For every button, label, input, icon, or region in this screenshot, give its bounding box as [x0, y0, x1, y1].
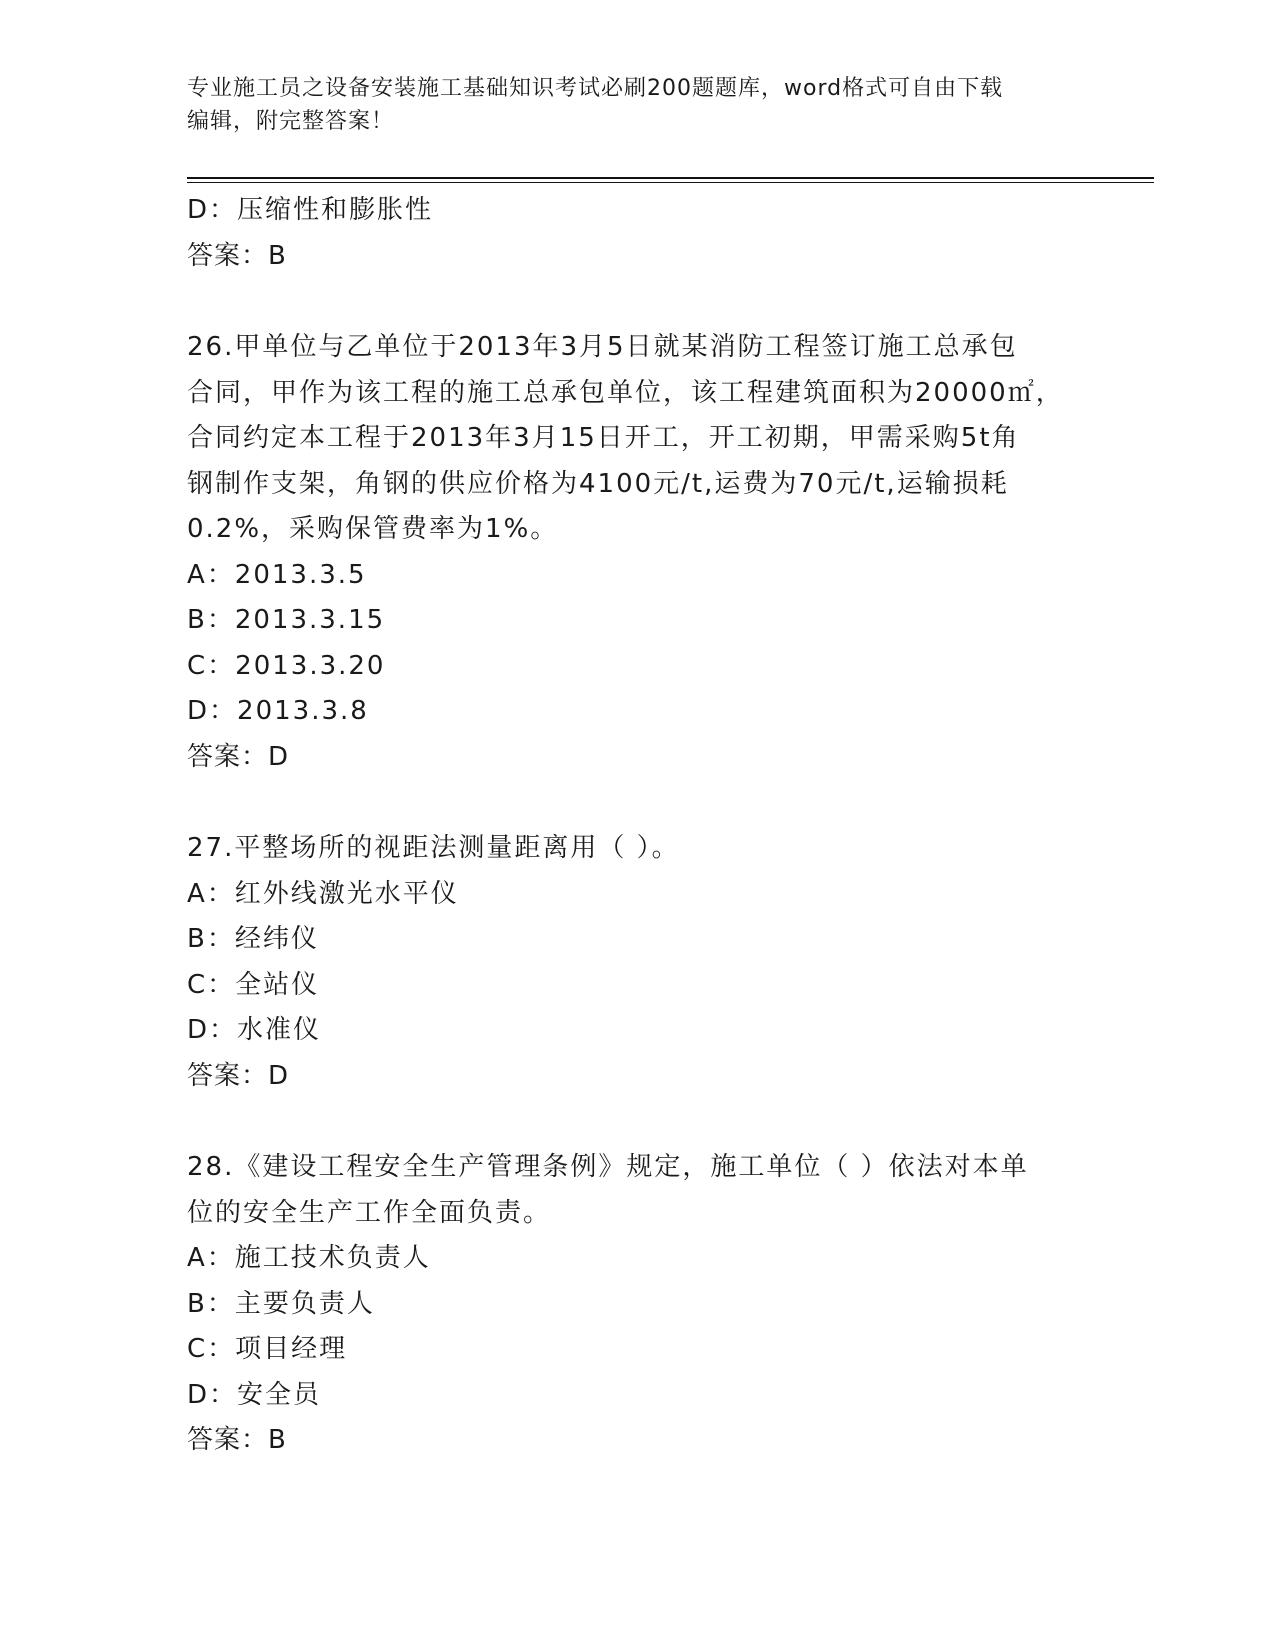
q26-option-d: D：2013.3.8 — [187, 696, 369, 726]
q27-option-a: A：红外线激光水平仪 — [187, 878, 459, 909]
q26-stem-line-1: 26.甲单位与乙单位于2013年3月5日就某消防工程签订施工总承包 — [187, 332, 1018, 362]
q26-stem-line-2: 合同，甲作为该工程的施工总承包单位，该工程建筑面积为20000㎡， — [187, 377, 1064, 408]
prev-option-d: D：压缩性和膨胀性 — [187, 195, 434, 225]
q28-option-a: A：施工技术负责人 — [187, 1243, 431, 1273]
question-28 — [187, 1145, 1087, 1464]
q27-option-c: C：全站仪 — [187, 969, 320, 1000]
question-27 — [187, 826, 1087, 1099]
q27-option-d: D：水准仪 — [187, 1015, 322, 1045]
q26-option-b: B：2013.3.15 — [187, 605, 386, 635]
q27-stem-line-1: 27.平整场所的视距法测量距离用（ ）。 — [187, 833, 680, 863]
q28-answer: 答案：B — [187, 1425, 287, 1455]
q28-stem-line-2: 位的安全生产工作全面负责。 — [187, 1197, 552, 1228]
q27-option-b: B：经纬仪 — [187, 924, 319, 954]
header-divider-thin — [187, 182, 1154, 183]
question-26 — [187, 325, 1087, 780]
q26-option-a: A：2013.3.5 — [187, 559, 367, 590]
header-divider-thick — [187, 177, 1154, 179]
q26-stem-line-4: 钢制作支架，角钢的供应价格为4100元/t,运费为70元/t,运输损耗 — [187, 468, 1009, 499]
q28-option-b: B：主要负责人 — [187, 1288, 375, 1319]
q28-option-c: C：项目经理 — [187, 1334, 348, 1364]
prev-question-block — [187, 188, 1087, 279]
q26-answer: 答案：D — [187, 741, 290, 772]
prev-answer: 答案：B — [187, 240, 287, 271]
q26-stem-line-5: 0.2%，采购保管费率为1%。 — [187, 514, 559, 544]
header-title-line-1: 专业施工员之设备安装施工基础知识考试必刷200题题库，word格式可自由下载 — [187, 76, 1004, 101]
q28-stem-line-1: 28.《建设工程安全生产管理条例》规定，施工单位（ ）依法对本单 — [187, 1152, 1029, 1182]
header-title-line-2: 编辑，附完整答案！ — [187, 109, 395, 134]
q27-answer: 答案：D — [187, 1060, 290, 1091]
q28-option-d: D：安全员 — [187, 1379, 322, 1410]
q26-option-c: C：2013.3.20 — [187, 650, 386, 681]
page-header — [187, 72, 1087, 138]
q26-stem-line-3: 合同约定本工程于2013年3月15日开工，开工初期，甲需采购5t角 — [187, 423, 1020, 453]
question-content — [187, 188, 1087, 1464]
